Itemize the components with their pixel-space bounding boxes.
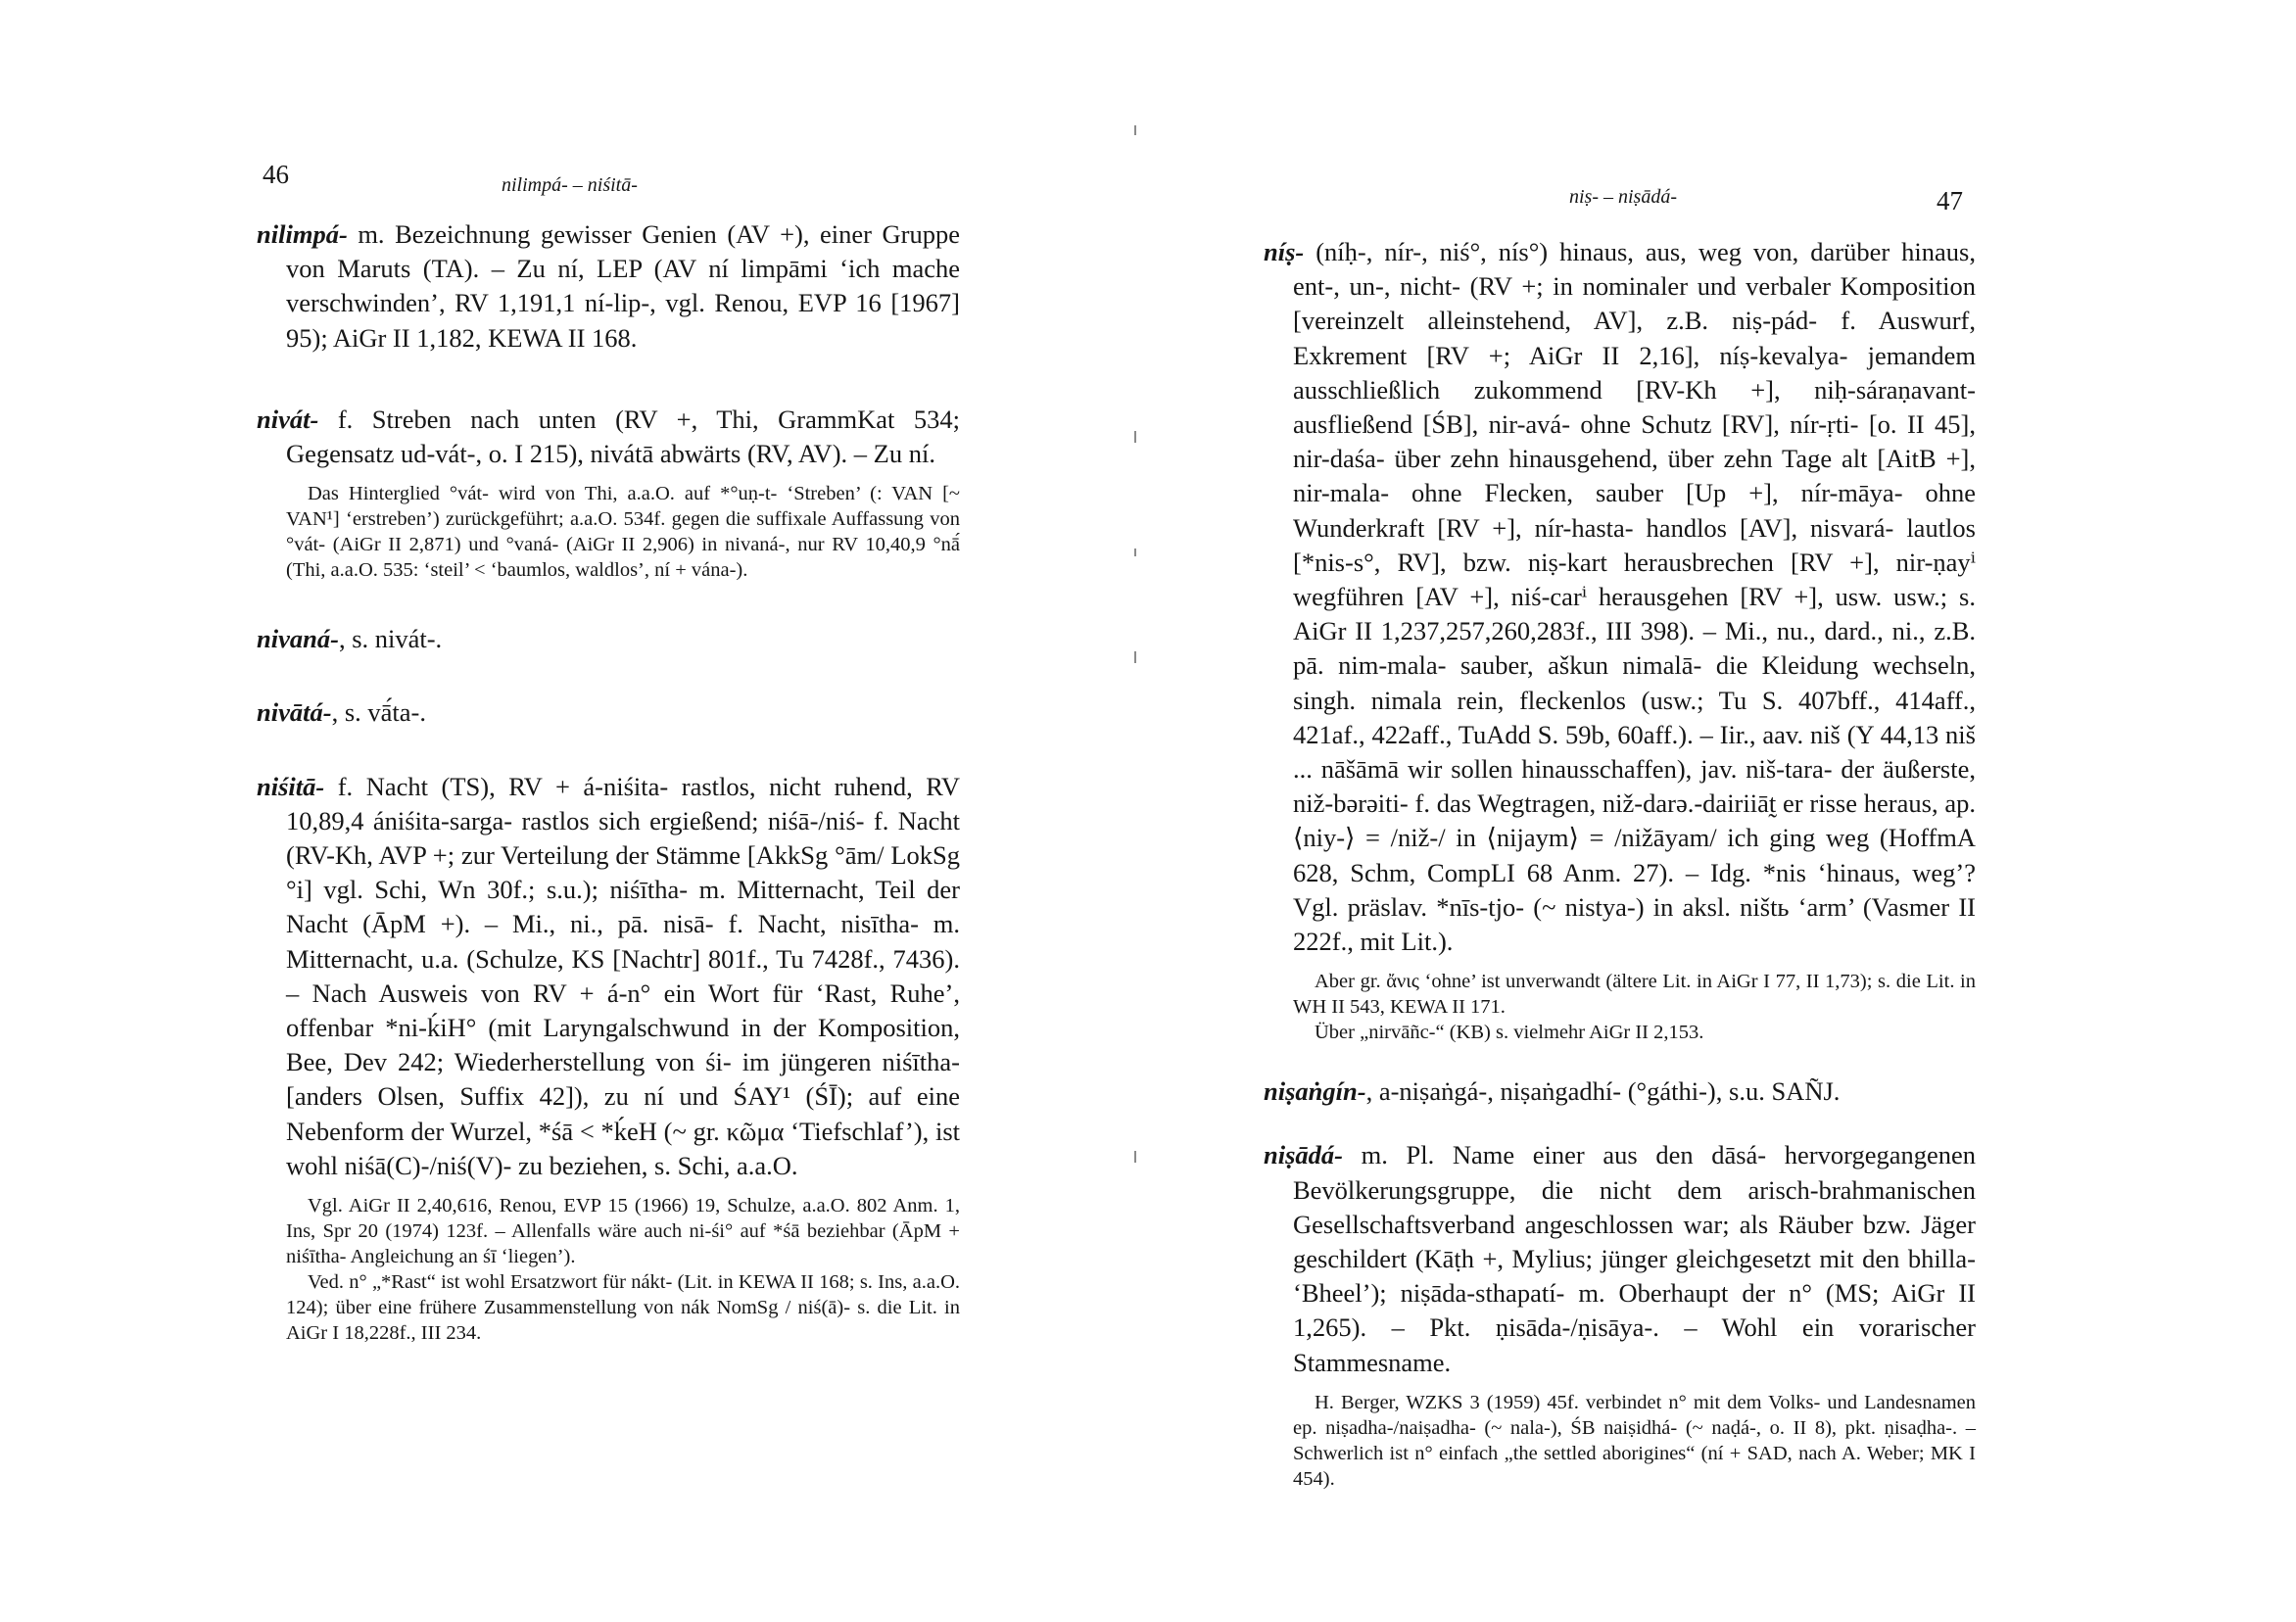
running-head: niṣ- – niṣādá-: [1569, 186, 1677, 208]
right-column: [1264, 235, 1976, 1492]
gutter-mark: [1134, 125, 1136, 135]
entry-nivana: [257, 622, 960, 656]
entry-note: Vgl. AiGr II 2,40,616, Renou, EVP 15 (1966) 19, Schulze, a.a.O. 802 Anm. 1, Ins, Spr 20 (1974) 123f. – Allenfalls wäre auch ni-śi° auf *śā beziehbar (ĀpM + niśītha- Angleichung an śī ‘liegen’).: [286, 1195, 960, 1268]
page-number: 46: [263, 160, 289, 189]
entry-note: Über „nirvāñc-“ (KB) s. vielmehr AiGr II 2,153.: [1315, 1022, 1704, 1044]
entry-text: m. Bezeichnung gewisser Genien (AV +), einer Gruppe von Maruts (TA). – Zu ní, LEP (AV ní limpāmi ‘ich mache verschwinden’, RV 1,191,1 ní-lip-, vgl. Renou, EVP 16 [1967] 95); AiGr II 1,182, KEWA II 168.: [286, 219, 960, 353]
lemma: nivát-: [257, 404, 319, 434]
entry-note: Aber gr. ἄνις ‘ohne’ ist unverwandt (ältere Lit. in AiGr I 77, II 1,73); s. die Lit. in WH II 543, KEWA II 171.: [1293, 971, 1976, 1019]
entry-text: , a-niṣaṅgá-, niṣaṅgadhí- (°gáthi-), s.u. SAÑJ.: [1365, 1076, 1841, 1107]
lemma: nivātá-: [257, 697, 332, 728]
entry-nisada: [1264, 1138, 1976, 1379]
gutter-mark: [1134, 651, 1136, 663]
page-number: 47: [1937, 186, 1963, 215]
entry-note: Ved. n° „*Rast“ ist wohl Ersatzwort für nákt- (Lit. in KEWA II 168; s. Ins, a.a.O. 124); über eine frühere Zusammenstellung von nák NomSg / niś(ā)- s. die Lit. in AiGr I 18,228f., III 234.: [286, 1271, 960, 1345]
right-page: [1148, 0, 2296, 1622]
lemma: nilimpá-: [257, 219, 348, 249]
entry-nivat: [257, 403, 960, 471]
entry-text: , s. nivát-.: [338, 624, 443, 654]
lemma: niṣaṅgín-: [1264, 1076, 1366, 1107]
entry-text: (níḥ-, nír-, niś°, nís°) hinaus, aus, weg von, darüber hinaus, ent-, un-, nicht- (RV +; in nominaler und verbaler Komposition [vereinzelt alleinstehend, AV], z.B. niṣ-pád- f. Auswurf, Exkrement [RV +; AiGr II 2,16], níṣ-kevalya- jemandem ausschließlich zukommend [RV-Kh +], niḥ-sáraṇavant- ausfließend [ŚB], nir-avá- ohne Schutz [RV], nír-ṛti- [o. II 45], nir-daśa- über zehn hinausgehend, über zehn Tage alt [AitB +], nir-mala- ohne Flecken, sauber [Up +], nír-māya- ohne Wunderkraft [RV +], nír-hasta- handlos [AV], nisvará- lautlos [*nis-s°, RV], bzw. niṣ-kart herausbrechen [RV +], nir-ṇayⁱ wegführen [AV +], niś-carⁱ herausgehen [RV +], usw. usw.; s. AiGr II 1,237,257,260,283f., III 398). – Mi., nu., dard., ni., z.B. pā. nim-mala- sauber, aškun nimalā- die Kleidung wechseln, singh. nimala rein, fleckenlos (usw.; Tu S. 407bff., 414aff., 421af., 422aff., TuAdd S. 59b, 60aff.). – Iir., aav. niš (Y 44,13 niš ... nāšāmā wir sollen hinausschaffen), jav. niš-tara- der äußerste, niž-bərəiti- f. das Wegtragen, niž-darə.-dairiiāt̰ er risse heraus, ap. ⟨niy-⟩ = /niž-/ in ⟨nijaym⟩ = /nižāyam/ ich ging weg (HoffmA 628, Schm, CompLI 68 Anm. 27). – Idg. *nis ‘hinaus, weg’? Vgl. präslav. *nīs-tjo- (~ nistya-) in aksl. ništь ‘arm’ (Vasmer II 222f., mit Lit.).: [1293, 237, 1976, 957]
running-head: nilimpá- – niśitā-: [502, 174, 638, 196]
gutter-mark: [1134, 1151, 1136, 1163]
entry-nis: [1264, 235, 1976, 959]
entry-text: f. Streben nach unten (RV +, Thi, GrammKat 534; Gegensatz ud-vát-, o. I 215), nivátā abwärts (RV, AV). – Zu ní.: [286, 404, 960, 469]
entry-nivata: [257, 695, 960, 730]
entry-text: , s. vā́ta-.: [331, 697, 426, 728]
entry-text: f. Nacht (TS), RV + á-niśita- rastlos, nicht ruhend, RV 10,89,4 ániśita-sarga- rastlos sich ergießend; niśā-/niś- f. Nacht (RV-Kh, AVP +; zur Verteilung der Stämme [AkkSg °ām/ LokSg °i] vgl. Schi, Wn 30f.; s.u.); niśītha- m. Mitternacht, Teil der Nacht (ĀpM +). – Mi., ni., pā. nisā- f. Nacht, nisītha- m. Mitternacht, u.a. (Schulze, KS [Nachtr] 801f., Tu 7428f., 7436). – Nach Ausweis von RV + á-n° ein Wort für ‘Rast, Ruhe’, offenbar *ni-ḱiH° (mit Laryngalschwund in der Komposition, Bee, Dev 242; Wiederherstellung von śi- im jüngeren niśītha- [anders Olsen, Suffix 42]), zu ní und ŚAY¹ (ŚĪ); auf eine Nebenform der Wurzel, *śā < *ḱeH (~ gr. κῶμα ‘Tiefschlaf’), ist wohl niśā(C)-/niś(V)- zu beziehen, s. Schi, a.a.O.: [286, 771, 960, 1180]
lemma: niśitā-: [257, 771, 325, 801]
lemma: nivaná-: [257, 624, 339, 654]
entry-nilimpa: [257, 217, 960, 356]
entry-note: H. Berger, WZKS 3 (1959) 45f. verbindet n° mit dem Volks- und Landesnamen ep. niṣadha-/naiṣadha- (~ nala-), ŚB naiṣidhá- (~ naḍá-, o. II 8), pkt. ṇisaḍha-. – Schwerlich ist n° einfach „the settled aborigines“ (ní + SAD, nach A. Weber; MK I 454).: [1293, 1391, 1976, 1490]
lemma: niṣādá-: [1264, 1140, 1343, 1170]
entry-note: Das Hinterglied °vát- wird von Thi, a.a.O. auf *°uṇ-t- ‘Streben’ (: VAN [~ VAN¹] ‘erstreben’) zurückgeführt; a.a.O. 534f. gegen die suffixale Auffassung von °vát- (AiGr II 2,871) und °vaná- (AiGr II 2,906) in nivaná-, nur RV 10,40,9 °nā́ (Thi, a.a.O. 535: ‘steil’ < ‘baumlos, waldlos’, ní + vána-).: [286, 483, 960, 582]
entry-text: m. Pl. Name einer aus den dāsá- hervorgegangenen Bevölkerungsgruppe, die nicht dem arisch-brahmanischen Gesellschaftsverband angeschlossen war; als Räuber bzw. Jäger geschildert (Kāṭh +, Mylius; jünger gleichgesetzt mit den bhilla- ‘Bheel’); niṣāda-sthapatí- m. Oberhaupt der n° (MS; AiGr II 1,265). – Pkt. ṇisāda-/ṇisāya-. – Wohl ein vorarischer Stammesname.: [1293, 1140, 1976, 1377]
left-column: [257, 217, 960, 1346]
gutter-mark: [1134, 431, 1136, 443]
entry-nisita: [257, 770, 960, 1183]
lemma: níṣ-: [1264, 237, 1305, 266]
gutter-mark: [1134, 549, 1136, 556]
entry-nisangin: [1264, 1074, 1976, 1109]
